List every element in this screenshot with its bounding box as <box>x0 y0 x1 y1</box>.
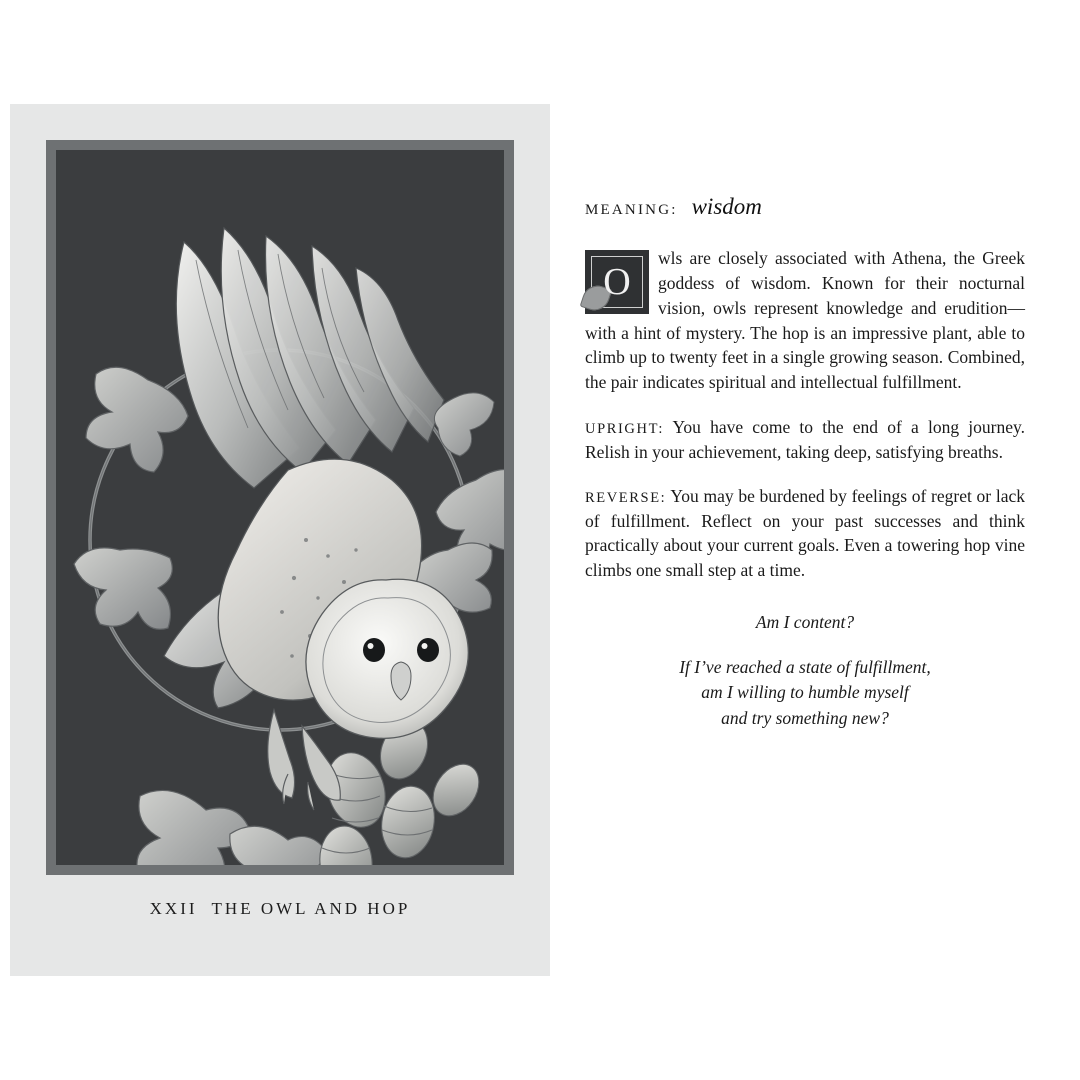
reverse-paragraph <box>585 484 1025 582</box>
reverse-text: You may be burdened by feelings of regret or lack of fulfillment. Reflect on your past successes and think practically about your current goals. Even a towering hop vine climbs one small step at a time. <box>585 486 1025 580</box>
upright-label: UPRIGHT: <box>585 421 664 438</box>
tarot-card-frame <box>46 140 514 875</box>
reflection-question-1: Am I content? <box>755 612 855 633</box>
drop-cap-letter: O <box>603 261 631 303</box>
meaning-value: wisdom <box>691 194 762 219</box>
upright-text: You have come to the end of a long journey. Relish in your achievement, taking deep, satisfying breaths. <box>585 417 1025 462</box>
reverse-label: REVERSE: <box>585 490 667 507</box>
owl-head <box>306 579 468 738</box>
reflection-question-2-line-1: If I’ve reached a state of fulfillment, <box>679 657 931 678</box>
left-page <box>10 104 550 976</box>
reflection-question-2-line-3: and try something new? <box>721 707 889 728</box>
reflection-question-2 <box>585 655 1025 731</box>
card-caption <box>10 899 550 919</box>
card-title: THE OWL AND HOP <box>211 899 411 918</box>
tarot-card-art-field <box>56 150 504 865</box>
drop-cap-ornament <box>585 250 649 314</box>
owl-and-hop-illustration <box>56 150 504 865</box>
reflection-question-2-line-2: am I willing to humble myself <box>701 682 909 703</box>
upright-paragraph <box>585 415 1025 464</box>
intro-text: wls are closely associated with Athena, the Greek goddess of wisdom. Known for their nocturnal vision, owls represent knowledge and erudition—with a hint of mystery. The hop is an impressive plant, able to climb up to twenty feet in a single growing season. Combined, the pair indicates spiritual and intellectual fulfillment. <box>585 248 1025 393</box>
meaning-label: MEANING: <box>585 202 678 218</box>
card-numeral: XXII <box>149 899 198 918</box>
meaning-row <box>585 194 1025 220</box>
right-page <box>585 104 1025 976</box>
intro-paragraph <box>585 246 1025 395</box>
